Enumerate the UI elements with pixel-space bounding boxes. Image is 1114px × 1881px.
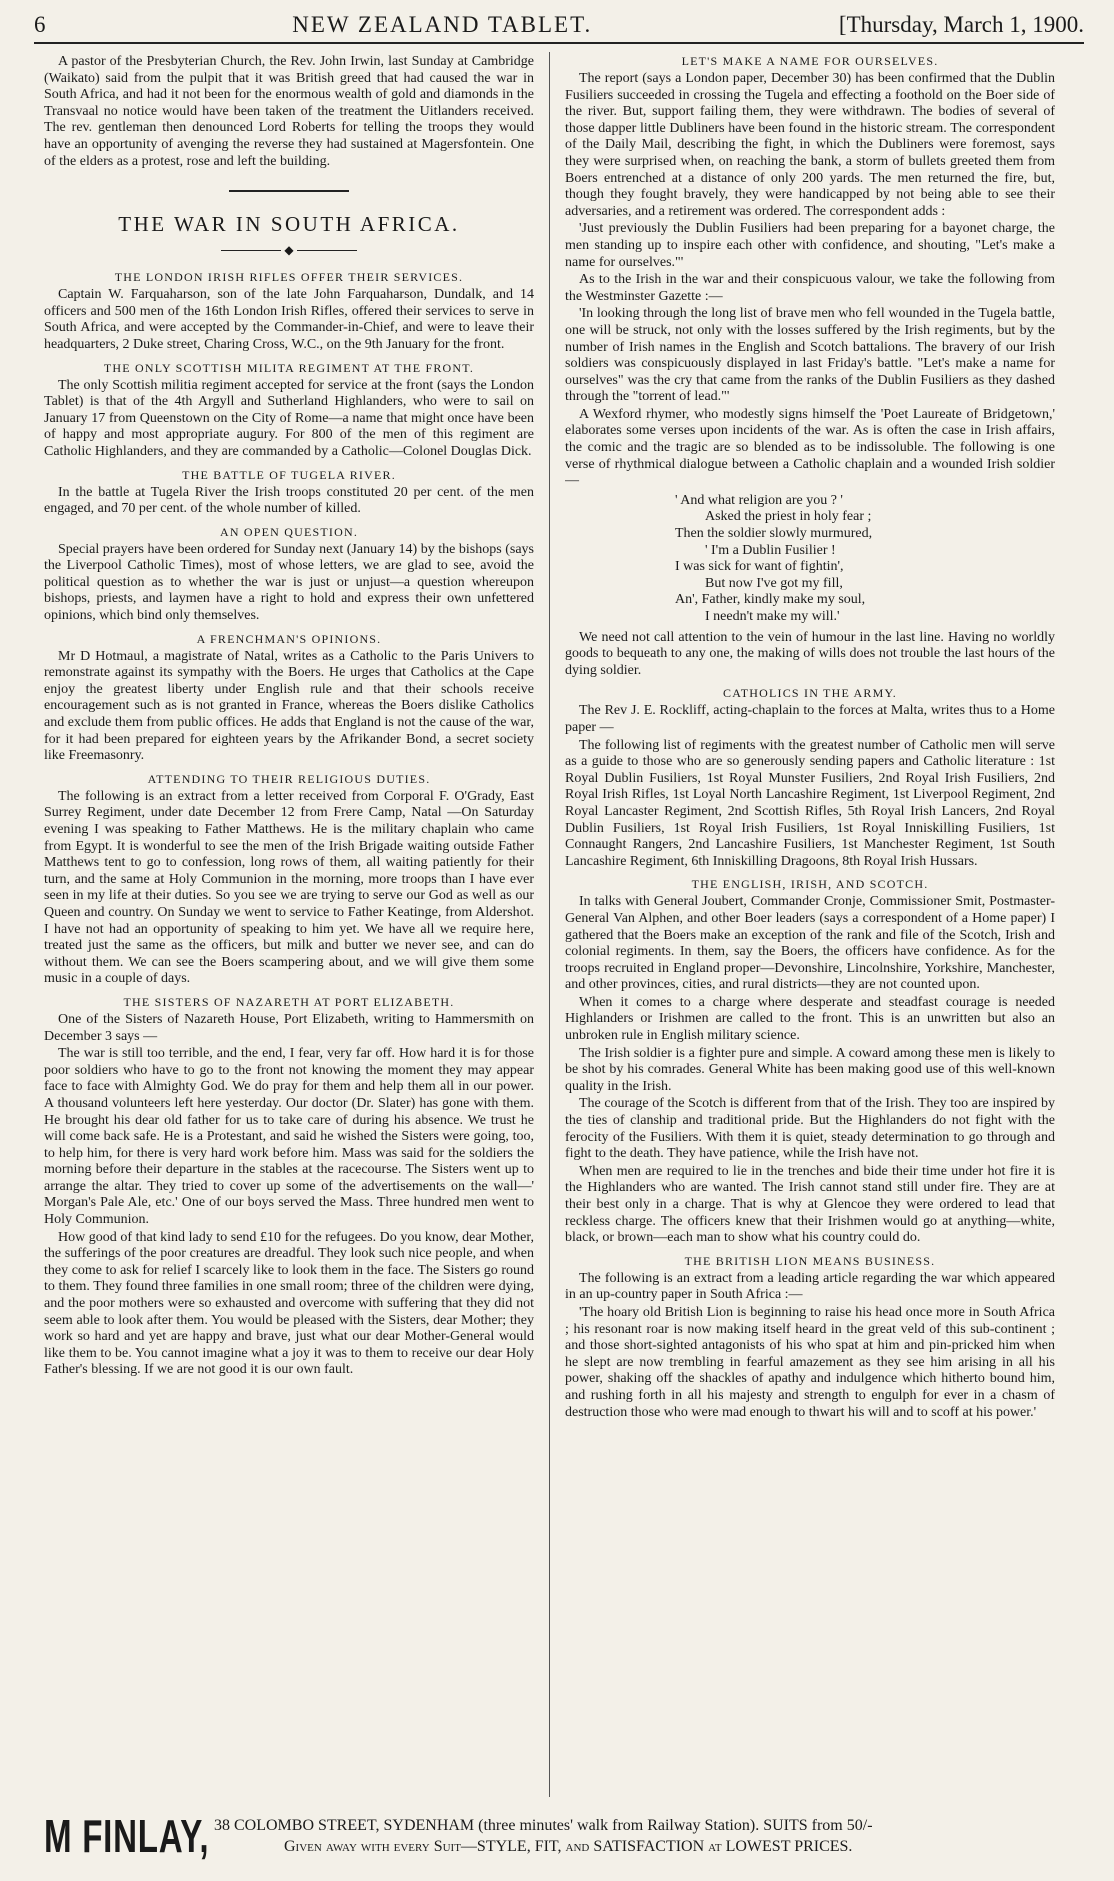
article-paragraph: How good of that kind lady to send £10 for the refugees. Do you know, dear Mother, the sufferings of the poor creatures are dreadful. They look such nice people, and when they come to ask for relief I scarcely like to look them in the face. The Sisters go round to them. They found three families in one small room; three of the children were dying, and the poor mothers were so exhausted and overcome with suffering that they did not seem able to look after them. You would be pleased with the Sisters, dear Mother; they work so hard and yet are happy and brave, just what our dear Mother-General would like them to be. You cannot imagine what a joy it was to them to receive our dear Holy Father's blessing. If we are not good it is our own fault.	[44, 1229, 534, 1378]
section-heading: CATHOLICS IN THE ARMY.	[723, 686, 897, 701]
article-paragraph: The following is an extract from a leading article regarding the war which appeared in an up-country paper in South Africa :—	[565, 1270, 1055, 1303]
poem-verse	[565, 493, 1055, 626]
poem-line: I needn't make my will.'	[705, 609, 840, 624]
section-heading: ATTENDING TO THEIR RELIGIOUS DUTIES.	[147, 771, 431, 786]
article-paragraph: The following is an extract from a letter received from Corporal F. O'Grady, East Surrey Regiment, under date December 12 from Frere Camp, Natal —On Saturday evening I was speaking to Father Matthews. He is the military chaplain who came from Egypt. It is wonderful to see the men of the Irish Brigade waiting outside Father Matthews tent to go to confession, long rows of them, all waiting patiently for their turn, and the same at Holy Communion in the morning, more troops than I have ever seen in my life at their duties. So you see we are trying to serve our God as well as our Queen and country. On Sunday we went to service to Father Keatinge, from Aldershot. I have not had an opportunity of speaking to him yet. We have all we require here, treated just the same as the officers, but milk and butter we never see, and can do without them. We can see the Boers scampering about, and we will give them some music in a couple of days.	[44, 788, 534, 987]
article-paragraph: A Wexford rhymer, who modestly signs himself the 'Poet Laureate of Bridgetown,' elaborates some verses upon incidents of the war. As is often the case in Irish affairs, the comic and the tragic are so blended as to be indissoluble. The following is one verse of rhythmical dialogue between a Catholic chaplain and a wounded Irish soldier —	[565, 406, 1055, 489]
poem-line: Then the soldier slowly murmured,	[675, 526, 873, 542]
section-heading: THE BATTLE OF TUGELA RIVER.	[182, 467, 396, 482]
advertisement-text	[214, 1815, 873, 1857]
finlay-advertisement	[44, 1800, 1084, 1872]
section-heading: THE ONLY SCOTTISH MILITA REGIMENT AT THE FRONT.	[103, 360, 475, 375]
article-paragraph: In the battle at Tugela River the Irish troops constituted 20 per cent. of the men engaged, and 70 per cent. of the whole number of killed.	[44, 484, 534, 517]
section-heading: THE LONDON IRISH RIFLES OFFER THEIR SERVICES.	[114, 270, 464, 285]
poem-line: An', Father, kindly make my soul,	[675, 592, 866, 608]
article-paragraph: The war is still too terrible, and the end, I fear, very far off. How hard it is for those poor soldiers who have to go to the front not knowing the moment they may appear face to face with Almighty God. We do pray for them and help them all in our power. A thousand volunteers left here yesterday. Our doctor (Dr. Slater) has gone with them. He brought his dear old father for us to take care of during his absence. We trust he will come back safe. He is a Protestant, and said he wished the Sisters were going, too, to help him, for there is very hard work before him. Mass was said for the soldiers the morning before their departure in the stables at the racecourse. The Sisters went up to arrange the altar. They tried to cover up some of the advertisements on the wall—' Morgan's Pale Ale, etc.' One of our boys served the Mass. Three hundred men went to Holy Communion.	[44, 1046, 534, 1228]
article-paragraph: Special prayers have been ordered for Sunday next (January 14) by the bishops (says the Liverpool Catholic Times), most of whose letters, we are glad to see, avoid the political question as to whether the war is just or unjust—a question whereupon bishops, priests, and laymen have a right to hold and express their own unfettered opinions, which bind only themselves.	[44, 541, 534, 624]
advertiser-name: M FINLAY,	[44, 1810, 210, 1862]
issue-date: [Thursday, March 1, 1900.	[838, 12, 1084, 37]
article-paragraph: The Rev J. E. Rockliff, acting-chaplain to the forces at Malta, writes thus to a Home paper —	[565, 703, 1055, 735]
article-paragraph: When it comes to a charge where desperate and steadfast courage is needed Highlanders or Irishmen are called to the front. This is an unwritten but also an unbroken rule in English military science.	[565, 994, 1055, 1044]
section-heading: THE SISTERS OF NAZARETH AT PORT ELIZABETH.	[123, 994, 455, 1009]
ad-address-line: 38 COLOMBO STREET, SYDENHAM (three minutes' walk from Railway Station). SUITS from 50/-	[214, 1817, 873, 1834]
column-divider	[549, 52, 550, 1797]
article-paragraph: 'In looking through the long list of brave men who fell wounded in the Tugela battle, one will be struck, not only with the losses suffered by the Irish regiments, but by the number of Irish names in the English and Scotch battalions. The bravery of our Irish soldiers was conspicuously displayed in last Friday's battle. "Let's make a name for ourselves" was the cry that came from the ranks of the Dublin Fusiliers as they dashed through the "torrent of lead."'	[565, 306, 1055, 405]
section-heading: THE BRITISH LION MEANS BUSINESS.	[684, 1253, 936, 1268]
poem-line: ' I'm a Dublin Fusilier !	[705, 542, 836, 558]
article-paragraph: The report (says a London paper, December 30) has been confirmed that the Dublin Fusiliers succeeded in crossing the Tugela and effecting a foothold on the Boer side of the river. But, support failing them, they were withdrawn. The bodies of several of those dapper little Dubliners have been found in the historic stream. The correspondent of the Daily Mail, describing the fight, in which the Dubliners were foremost, says they were surprised when, on reaching the bank, a storm of bullets greeted them from Boers entrenched at a distance of only 200 yards. The men returned the fire, but, though they fought bravely, they were handicapped by not being able to see their adversaries, and a retirement was ordered. The correspondent adds :	[565, 71, 1055, 219]
section-heading: A FRENCHMAN'S OPINIONS.	[196, 631, 382, 646]
right-column	[565, 54, 1055, 1794]
article-paragraph: Captain W. Farquaharson, son of the late John Farquaharson, Dundalk, and 14 officers and 500 men of the 16th London Irish Rifles, offered their services to serve in South Africa, and were accepted by the Commander-in-Chief, and were to leave their headquarters, 2 Duke street, Charing Cross, W.C., on the 9th January for the front.	[44, 287, 534, 352]
article-paragraph: The Irish soldier is a fighter pure and simple. A coward among these men is likely to be shot by his comrades. General White has been making good use of this well-known quality in the Irish.	[565, 1045, 1055, 1094]
poem-line: ' And what religion are you ? '	[675, 492, 843, 508]
article-paragraph: The following list of regiments with the greatest number of Catholic men will serve as a guide to those who are so generously sending papers and Catholic literature : 1st Royal Dublin Fusiliers, 1st Royal Munster Fusiliers, 2nd Royal Irish Fusiliers, 2nd Royal Irish Rifles, 1st Loyal North Lancashire Regiment, 1st Liverpool Regiment, 2nd Royal Lancaster Regiment, 2nd Scottish Rifles, 5th Royal Irish Lancers, 2nd Royal Dublin Fusiliers, 1st Royal Irish Fusiliers, 1st Royal Inniskilling Fusiliers, 1st Connaught Rangers, 2nd Lancashire Fusiliers, 1st Manchester Regiment, 1st South Lancashire Regiment, 6th Inniskilling Dragoons, 8th Royal Irish Hussars.	[565, 737, 1055, 869]
article-paragraph: The only Scottish militia regiment accepted for service at the front (says the London Tablet) is that of the 4th Argyll and Sutherland Highlanders, who were to sail on January 17 from Queenstown on the City of Rome—a name that might once have been of happy and most appropriate augury. For 800 of the men of this regiment are Catholic Highlanders, and they are commanded by a Catholic—Colonel Douglas Dick.	[44, 377, 534, 459]
main-heading: THE WAR IN SOUTH AFRICA.	[118, 212, 460, 237]
section-heading: THE ENGLISH, IRISH, AND SCOTCH.	[691, 877, 929, 892]
ad-slogan-line: Given away with every Suit—STYLE, FIT, and SATISFACTION at LOWEST PRICES.	[284, 1838, 853, 1855]
article-paragraph: As to the Irish in the war and their conspicuous valour, we take the following from the Westminster Gazette :—	[565, 272, 1055, 304]
section-rule	[229, 190, 349, 192]
article-paragraph: 'The hoary old British Lion is beginning to raise his head once more in South Africa ; his resonant roar is now making itself heard in the great veld of this sub-continent ; and those short-sighted antagonists of his who spat at him and pin-pricked him when he slept are now trembling in fearful amazement as they see him arising in all his power, shaking off the shackles of apathy and indulgence which hitherto bound him, and rushing forth in all his majesty and strength to engulph for ever in a chasm of destruction those who were mad enough to thwart his will and to scoff at his power.'	[565, 1304, 1055, 1420]
section-heading: LET'S MAKE A NAME FOR OURSELVES.	[681, 54, 939, 68]
article-paragraph: Mr D Hotmaul, a magistrate of Natal, writes as a Catholic to the Paris Univers to remonstrate against its sympathy with the Boers. He urges that Catholics at the Cape enjoy the greatest liberty under English rule and that their schools receive encouragement such as is not granted in France, whereas the Boers dislike Catholics and exclude them from public offices. He adds that England is not the cause of the war, for it had been prepared for eighteen years by the Afrikander Bond, a secret society like Freemasonry.	[44, 648, 534, 764]
section-heading: AN OPEN QUESTION.	[219, 524, 359, 539]
page-number: 6	[34, 12, 46, 37]
page-header	[34, 8, 1084, 44]
left-column	[44, 54, 534, 1794]
poem-line: I was sick for want of fightin',	[675, 559, 844, 575]
poem-line: But now I've got my fill,	[705, 575, 843, 591]
article-paragraph: We need not call attention to the vein of humour in the last line. Having no worldly goods to bequeath to any one, the making of wills does not trouble the last hours of the dying soldier.	[565, 629, 1055, 678]
presbyterian-pastor-paragraph: A pastor of the Presbyterian Church, the Rev. John Irwin, last Sunday at Cambridge (Waikato) said from the pulpit that it was British greed that had caused the war in South Africa, and had it not been for the enormous wealth of gold and diamonds in the Transvaal no notice would have been taken of the treatment the Uitlanders received. The rev. gentleman then denounced Lord Roberts for telling the troops they would have an opportunity of avenging the reverse they had sustained at Magersfontein. One of the elders as a protest, rose and left the building.	[44, 54, 534, 169]
masthead-title: NEW ZEALAND TABLET.	[292, 12, 593, 37]
article-paragraph: One of the Sisters of Nazareth House, Port Elizabeth, writing to Hammersmith on December 3 says —	[44, 1011, 534, 1044]
article-paragraph: In talks with General Joubert, Commander Cronje, Commissioner Smit, Postmaster-General Van Alphen, and other Boer leaders (says a correspondent of a Home paper) I gathered that the Boers make an exception of the rank and file of the Scotch, Irish and colonial regiments. In them, say the Boers, the officers have confidence. As for the troops recruited in England proper—Devonshire, Lincolnshire, Yorkshire, Manchester, and other provinces, cities, and rural districts—they are not counted upon.	[565, 894, 1055, 993]
article-paragraph: The courage of the Scotch is different from that of the Irish. They too are inspired by the ties of clanship and traditional pride. But the Highlanders do not fight with the ferocity of the Fusiliers. With them it is quiet, steady determination to go through and fight to the death. They have patience, while the Irish have not.	[565, 1096, 1055, 1162]
article-paragraph: When men are required to lie in the trenches and bide their time under hot fire it is the Highlanders who are wanted. The Irish cannot stand still under fire. They are at their best only in a charge. That is why at Glencoe they were ordered to lead that reckless charge. The officers knew that their Irishmen would go at anything—white, black, or brown—each man to show what his country could do.	[565, 1163, 1055, 1246]
ornament-divider: ◆	[44, 243, 534, 258]
poem-line: Asked the priest in holy fear ;	[705, 509, 872, 525]
article-paragraph: 'Just previously the Dublin Fusiliers had been preparing for a bayonet charge, the men standing up to inspire each other with confidence, and shouting, "Let's make a name for ourselves."'	[565, 221, 1055, 270]
